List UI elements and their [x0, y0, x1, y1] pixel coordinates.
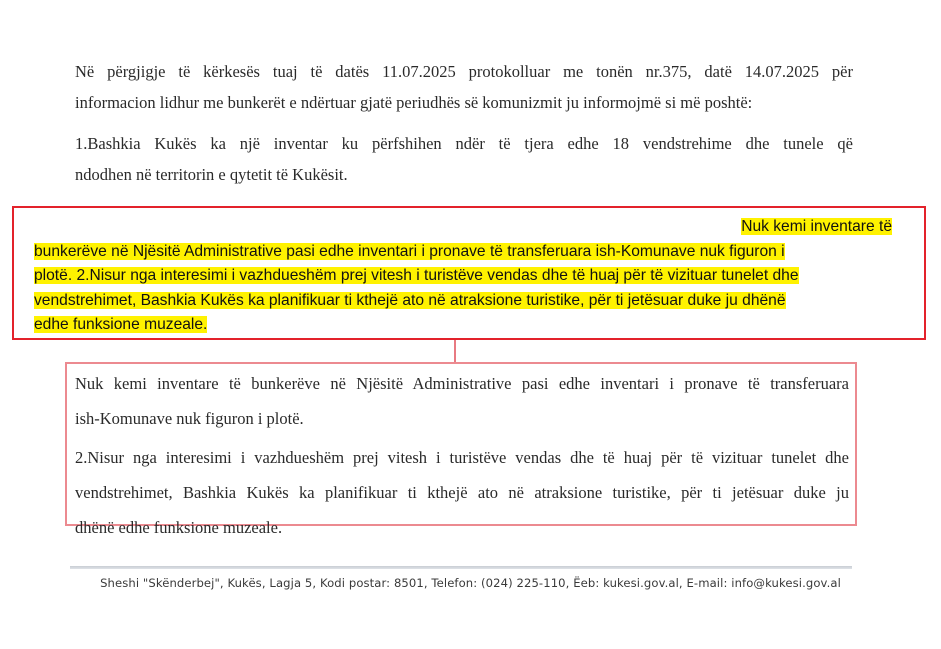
- zoom-line-2: ish-Komunave nuk figuron i plotë.: [75, 409, 304, 428]
- zoom-line-1: Nuk kemi inventare të bunkerëve në Njësitë Administrative pasi edhe inventari i pronave të transferuara: [75, 374, 849, 393]
- intro-line-1: Në përgjigje të kërkesës tuaj të datës 11.07.2025 protokolluar me tonën nr.375, datë 14.07.2025 për: [75, 62, 853, 81]
- footer-divider: [70, 566, 852, 569]
- zoom-line-4: vendstrehimet, Bashkia Kukës ka planifikuar ti kthejë ato në atraksione turistike, për ti jetësuar duke ju: [75, 483, 849, 502]
- zoomed-text-box: [65, 362, 857, 537]
- highlight-mark-2: bunkerëve në Njësitë Administrative pasi edhe inventari i pronave të transferuara ish-Komunave nuk figuron i: [34, 242, 785, 260]
- highlight-line-2: [34, 240, 904, 265]
- zoom-line-5: dhënë edhe funksione muzeale.: [75, 518, 283, 537]
- point-1-line-2: ndodhen në territorin e qytetit të Kukësit.: [75, 165, 348, 184]
- highlight-mark-1: Nuk kemi inventare të: [741, 218, 892, 235]
- connector-line: [454, 340, 456, 362]
- highlight-line-3: [34, 264, 904, 289]
- highlighted-text-box: [12, 206, 926, 340]
- point-1-paragraph: [75, 128, 853, 190]
- zoomed-text: [75, 366, 849, 545]
- highlight-line-4: [34, 289, 904, 314]
- highlight-line-5: [34, 313, 904, 338]
- intro-line-2: informacion lidhur me bunkerët e ndërtuar gjatë periudhës së komunizmit ju informojmë si më poshtë:: [75, 93, 753, 112]
- zoom-line-3: 2.Nisur nga interesimi i vazhdueshëm prej vitesh i turistëve vendas dhe të huaj për të vizituar tunelet dhe: [75, 448, 849, 467]
- highlight-mark-4: vendstrehimet, Bashkia Kukës ka planifikuar ti kthejë ato në atraksione turistike, për ti jetësuar duke ju dhënë: [34, 291, 786, 309]
- highlight-mark-3: plotë. 2.Nisur nga interesimi i vazhdueshëm prej vitesh i turistëve vendas dhe të huaj për të vizituar tunelet dhe: [34, 267, 799, 284]
- highlight-line-1: [34, 215, 904, 240]
- highlight-mark-5: edhe funksione muzeale.: [34, 316, 208, 333]
- point-1-line-1: 1.Bashkia Kukës ka një inventar ku përfshihen ndër të tjera edhe 18 vendstrehime dhe tunele që: [75, 134, 853, 153]
- footer-address: Sheshi "Skënderbej", Kukës, Lagja 5, Kodi postar: 8501, Telefon: (024) 225-110, Ëeb: kukesi.gov.al, E-mail: info@kukesi.gov.al: [100, 576, 841, 590]
- intro-paragraph: [75, 56, 853, 118]
- highlighted-text: [34, 215, 904, 338]
